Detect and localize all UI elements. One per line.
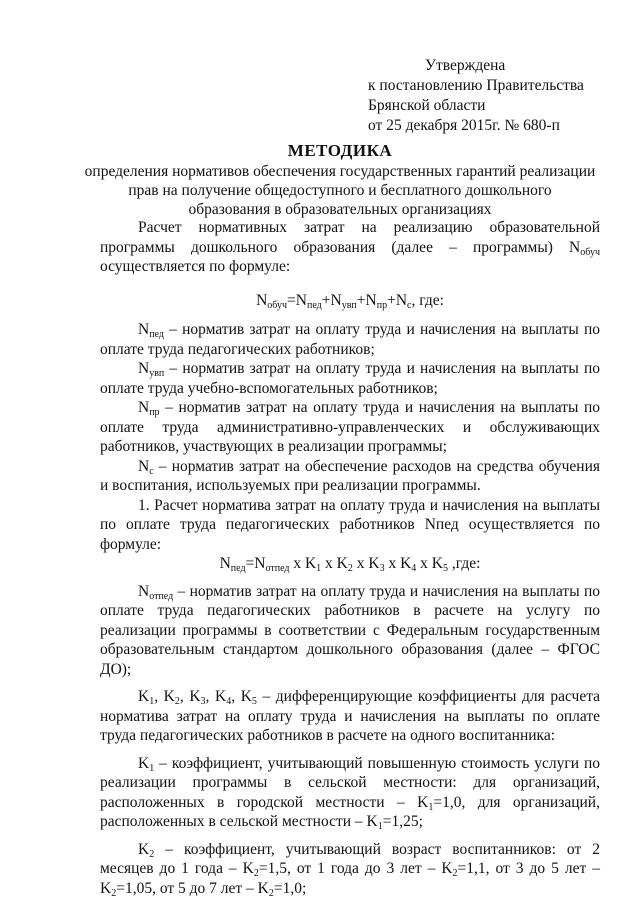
coefficient-k2: $K_2$ – коэффициент, учитывающий возраст воспитанников: от 2 месяцев до 1 года – $K_2=1,5$, от 1 года до 3 лет – $K_2=1,1$, от 3 до 5 лет – $K_2=1,05$, от 5 до 7 лет – $K_2=1,0$; bbox=[100, 840, 600, 899]
document-body bbox=[100, 218, 600, 898]
approval-stamp bbox=[368, 56, 608, 136]
document-title bbox=[80, 140, 600, 219]
approval-date: от 25 декабря 2015г. № 680-п bbox=[368, 117, 560, 134]
formula-ped: $N_{пед}=N_{отпед}$ x $K_1$ x $K_2$ x $K_3$ x $K_4$ x $K_5$ ,где: bbox=[219, 555, 481, 574]
formula-total: $N_{обуч}=N_{пед}+N_{увп}+N_{пр}+N_с$, где: bbox=[256, 291, 444, 311]
title-line: прав на получение общедоступного и бесплатного дошкольного bbox=[128, 182, 552, 199]
approval-decree: к постановлению Правительства bbox=[368, 77, 584, 94]
approval-line: Утверждена bbox=[425, 57, 506, 74]
title-line: образования в образовательных организациях bbox=[188, 201, 492, 218]
coefficient-k1: $K_1$ – коэффициент, учитывающий повышенную стоимость услуги по реализации программы в сельской местности: для организаций, расположенных в городской местности – $K_1=1,0$, для организаций, расположенных в сельской местности – $K_1=1,25$; bbox=[100, 754, 600, 832]
definition-ped: $N_{пед}$ – норматив затрат на оплату труда и начисления на выплаты по оплате труда педагогических работников; bbox=[100, 321, 600, 358]
approval-region: Брянской области bbox=[368, 97, 486, 114]
paragraph-1: 1. Расчет норматива затрат на оплату труда и начисления на выплаты по оплате труда педагогических работников Nпед осуществляется по формуле: bbox=[100, 496, 600, 553]
handwritten-date: 25 декабря 2015г. № 680-п bbox=[386, 117, 560, 134]
definition-otped: $N_{отпед}$ – норматив затрат на оплату труда и начисления на выплаты по оплате труда педагогических работников в расчете на услугу по реализации программы в соответствии с Федеральным государственным образовательным стандартом дошкольного образования (далее – ФГОС ДО); bbox=[100, 582, 600, 678]
definition-k: $K_1$, $K_2$, $K_3$, $K_4$, $K_5$ – дифференцирующие коэффициенты для расчета норматива затрат на оплату труда и начисления на выплаты по оплате труда педагогических работников в расчете на одного воспитанника: bbox=[100, 688, 601, 744]
definition-pr: $N_{пр}$ – норматив затрат на оплату труда и начисления на выплаты по оплате труда административно-управленческих и обслуживающих работников, участвующих в реализации программы; bbox=[100, 399, 600, 455]
definition-c: $N_с$ – норматив затрат на обеспечение расходов на средства обучения и воспитания, используемых при реализации программы. bbox=[100, 457, 600, 494]
title-main: МЕТОДИКА bbox=[287, 141, 393, 160]
definition-uvp: $N_{увп}$ – норматив затрат на оплату труда и начисления на выплаты по оплате труда учебно-вспомогательных работников; bbox=[100, 360, 600, 397]
title-line: определения нормативов обеспечения государственных гарантий реализации bbox=[84, 163, 596, 180]
intro-paragraph: Расчет нормативных затрат на реализацию образовательной программы дошкольного образования (далее – программы) $N_{обуч}$ осуществляется по формуле: bbox=[100, 219, 600, 275]
